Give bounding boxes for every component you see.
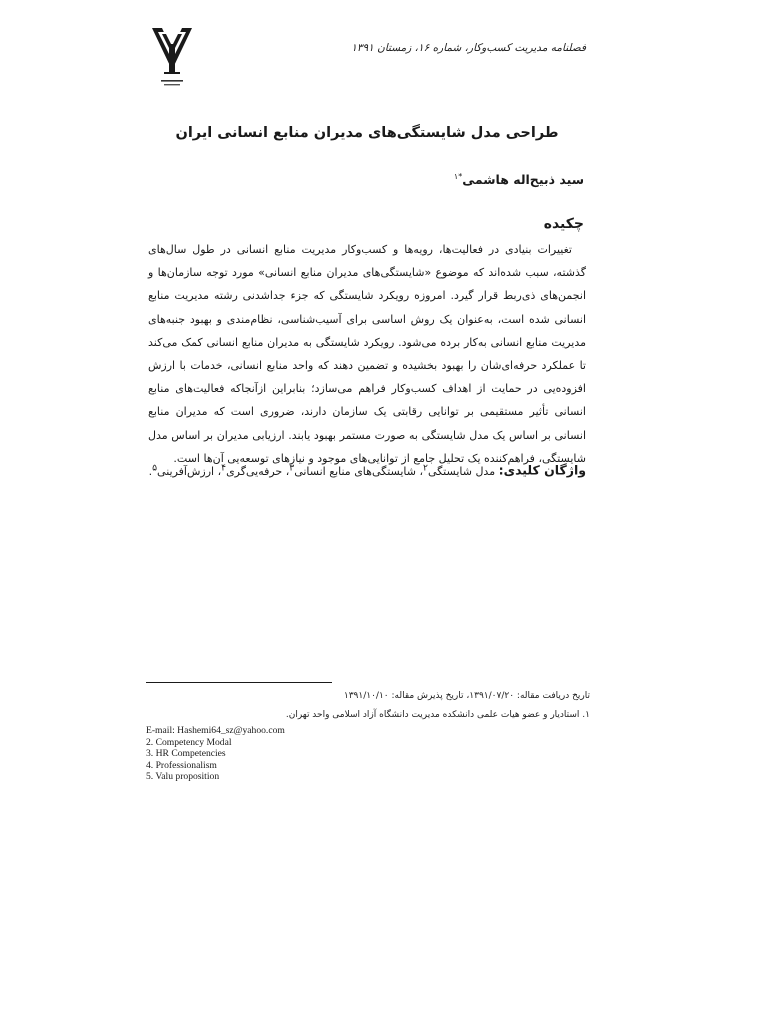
keyword-item: مدل شایستگی — [427, 464, 496, 478]
author-name: سید ذبیح‌اله هاشمی — [462, 172, 584, 188]
keyword-item: حرفه‌یی‌گری — [226, 464, 283, 478]
footnote-divider — [146, 682, 332, 683]
keywords-list: مدل شایستگی$^۲$، شایستگی‌های منابع انسانی$^۳$، حرفه‌یی‌گری$^۴$، ارزش‌آفرینی$^۵$. — [148, 462, 496, 478]
footnote-email: E-mail: Hashemi64_sz@yahoo.com — [146, 725, 285, 736]
footnote-en-item: 5. Valu proposition — [146, 771, 220, 783]
article-title: طراحی مدل شایستگی‌های مدیران منابع انسانی ایران — [175, 125, 559, 141]
keyword-footnote-mark: ۴ — [221, 462, 227, 473]
footnote-en-item: 4. Professionalism — [146, 759, 217, 771]
abstract-paragraph: تغییرات بنیادی در فعالیت‌ها، رویه‌ها و کسب‌وکار مدیریت منابع انسانی در طول سال‌های گذشته، سبب شده‌اند که موضوع «شایستگی‌های مدیران منابع انسانی» مورد توجه سازمان‌ها و انجمن‌های ذی‌ربط قرار گیرد. امروزه رویکرد شایستگی که جزء جداشدنی رشته مدیریت منابع انسانی شده است، به‌عنوان یک روش اساسی برای آسیب‌شناسی، نظام‌مندی و بهبود جنبه‌های مدیریت منابع انسانی به‌کار برده می‌شود. رویکرد شایستگی به مدیران منابع انسانی کمک می‌کند تا عملکرد حرفه‌ای‌شان را بهبود بخشیده و تضمین دهند که واحد منابع انسانی، خدمات با ارزش افزوده‌یی در حمایت از اهداف کسب‌وکار فراهم می‌سازد؛ بنابراین ازآنجاکه فعالیت‌های منابع انسانی تأثیر مستقیمی بر توانایی رقابتی یک سازمان دارند، ضروری است که مدیران منابع انسانی بر اساس یک مدل شایستگی به صورت مستمر بهبود یابند. ارزیابی مدیران بر اساس مدل شایستگی، فراهم‌کننده یک تحلیل جامع از توانایی‌های موجود و نیازهای توسعه‌یی آن‌ها است. — [148, 243, 586, 465]
footnote-affiliation: ۱. استادیار و عضو هیات علمی دانشکده مدیریت دانشگاه آزاد اسلامی واحد تهران. — [285, 710, 590, 720]
footnote-en-item: 3. HR Competencies — [146, 748, 226, 760]
journal-running-header: فصلنامه مدیریت کسب‌وکار، شماره ۱۶، زمستان ۱۳۹۱ — [351, 42, 586, 54]
footnotes-english — [146, 725, 446, 783]
abstract-heading: چکیده — [543, 216, 584, 232]
author-footnote-marks: *۱ — [453, 172, 463, 181]
keywords-label: واژگان کلیدی: — [498, 462, 586, 478]
keyword-item: شایستگی‌های منابع انسانی — [294, 464, 416, 478]
footnote-en-item: 2. Competency Modal — [146, 736, 232, 748]
abstract-body — [148, 238, 586, 470]
keywords-line — [148, 462, 586, 478]
article-author — [454, 172, 584, 187]
footnote-dates: تاریخ دریافت مقاله: ۱۳۹۱/۰۷/۲۰، تاریخ پذیرش مقاله: ۱۳۹۱/۱۰/۱۰ — [343, 691, 590, 701]
keyword-footnote-mark: ۵ — [152, 462, 158, 473]
university-emblem-icon — [150, 24, 194, 92]
keyword-item: ارزش‌آفرینی — [157, 464, 215, 478]
keyword-footnote-mark: ۳ — [289, 462, 295, 473]
keyword-footnote-mark: ۲ — [423, 462, 428, 473]
